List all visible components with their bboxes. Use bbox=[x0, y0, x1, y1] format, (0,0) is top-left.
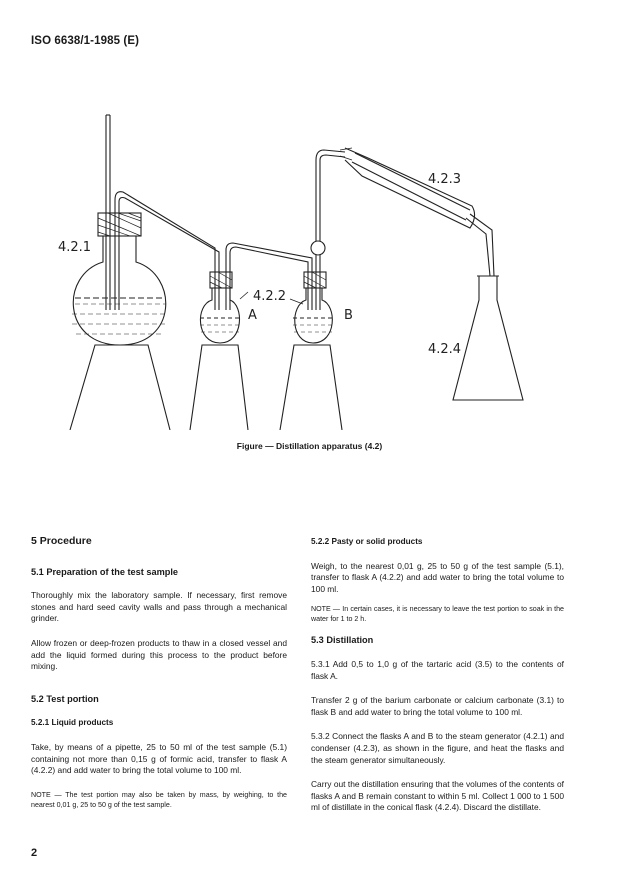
stand-1 bbox=[70, 345, 170, 430]
condenser bbox=[340, 148, 494, 276]
figure-caption: Figure — Distillation apparatus (4.2) bbox=[236, 441, 383, 451]
label-4-2-2: 4.2.2 bbox=[253, 289, 287, 304]
label-4-2-3: 4.2.3 bbox=[428, 172, 462, 187]
section-5-1-heading: 5.1 Preparation of the test sample bbox=[31, 566, 179, 577]
section-5-3-2-paragraph-1: 5.3.2 Connect the flasks A and B to the steam generator (4.2.1) and condenser (4.2.3), as shown in the figure, and heat the flasks and the steam generator simultaneously. bbox=[311, 731, 564, 765]
label-b: B bbox=[344, 308, 353, 323]
steam-generator bbox=[72, 115, 219, 345]
section-5-2-1-note: NOTE — The test portion may also be taken by mass, by weighing, to the nearest 0,01 g, 25 to 50 g of the test sample. bbox=[31, 790, 287, 809]
section-5-1-paragraph-1: Thoroughly mix the laboratory sample. If necessary, first remove stones and hard seed cavity walls and pass through a mechanical grinder. bbox=[31, 590, 287, 624]
section-5-2-heading: 5.2 Test portion bbox=[31, 693, 99, 704]
section-5-1-paragraph-2: Allow frozen or deep-frozen products to thaw in a closed vessel and add the liquid formed during this process to the product before mixing. bbox=[31, 637, 287, 672]
document-header: ISO 6638/1-1985 (E) bbox=[31, 35, 140, 47]
label-a: A bbox=[248, 308, 257, 323]
section-5-2-2-note: NOTE — In certain cases, it is necessary to leave the test portion to soak in the water for 1 to 2 h. bbox=[311, 605, 564, 624]
section-5-2-2-heading: 5.2.2 Pasty or solid products bbox=[311, 537, 423, 546]
page-number: 2 bbox=[31, 847, 38, 859]
label-4-2-4: 4.2.4 bbox=[428, 342, 462, 357]
section-5-2-1-paragraph: Take, by means of a pipette, 25 to 50 ml of the test sample (5.1) containing not more than 0,15 g of formic acid, transfer to flask A (4.2.2) and add water to bring the total volume to 100 ml. bbox=[31, 741, 287, 776]
section-5-3-1-paragraph-2: Transfer 2 g of the barium carbonate or calcium carbonate (3.1) to flask B and add water to bring the total volume to 100 ml. bbox=[311, 695, 564, 717]
section-5-2-2-paragraph: Weigh, to the nearest 0,01 g, 25 to 50 g of the test sample (5.1), transfer to flask A (4.2.2) and add water to bring the total volume to 100 ml. bbox=[311, 560, 564, 594]
section-5-3-heading: 5.3 Distillation bbox=[311, 635, 374, 646]
distillation-apparatus-figure bbox=[0, 100, 619, 430]
section-5-3-1-paragraph-1: 5.3.1 Add 0,5 to 1,0 g of the tartaric acid (3.5) to the contents of flask A. bbox=[311, 658, 564, 681]
stand-3 bbox=[280, 345, 342, 430]
right-column bbox=[311, 536, 564, 827]
stand-2 bbox=[190, 345, 248, 430]
label-4-2-1: 4.2.1 bbox=[58, 240, 92, 255]
section-5-2-1-heading: 5.2.1 Liquid products bbox=[31, 718, 114, 728]
conical-flask bbox=[453, 276, 523, 400]
left-column bbox=[31, 536, 287, 821]
section-5-3-2-paragraph-2: Carry out the distillation ensuring that the volumes of the contents of flasks A and B remain constant to within 5 ml. Collect 1 000 to 1 500 ml of distillate in the conical flask (4.2.4). Discard the distillate. bbox=[311, 779, 564, 813]
flask-b bbox=[293, 150, 345, 343]
section-5-heading: 5 Procedure bbox=[31, 535, 92, 547]
